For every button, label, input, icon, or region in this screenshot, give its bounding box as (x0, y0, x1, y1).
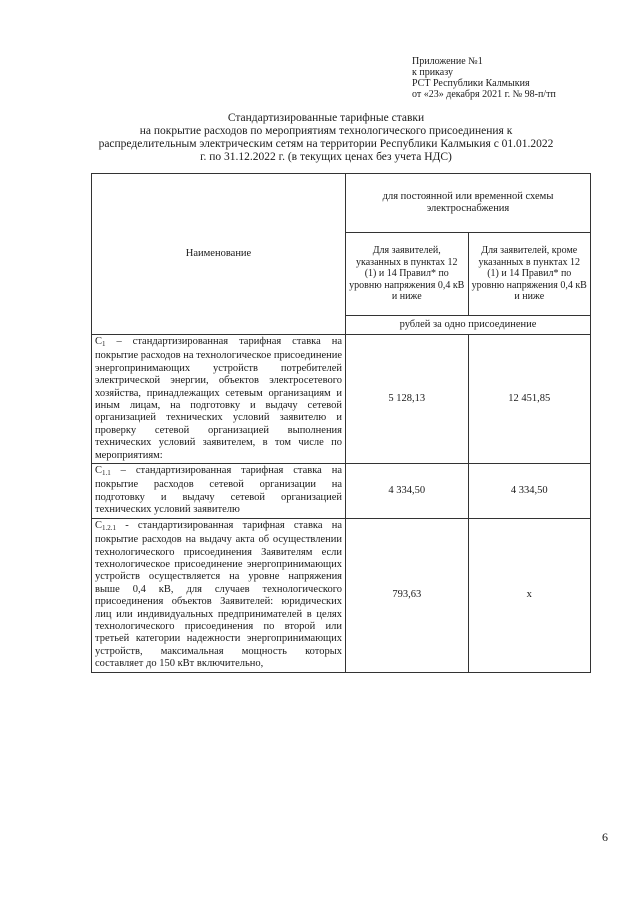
row-value2: х (468, 518, 591, 672)
row-description (92, 464, 346, 519)
title-line: Стандартизированные тарифные ставки (227, 112, 425, 124)
row-description (92, 335, 346, 464)
row-text: - стандартизированная тарифная ставка на покрытие расходов на выдачу акта об осуществлении технологического присоединения Заявителям если технологическое присоединение энергопринимающих устройств осуществляется на уровне напряжения выше 0,4 кВ, для случаев технологического присоединения объектов Заявителей: юридических лиц или индивидуальных предпринимателей в целях технологического присоединения по второй или третьей категории надежности энергопринимающих устройств, максимальная мощность которых составляет до 150 кВт включительно, (95, 519, 343, 670)
title-line: распределительным электрическим сетям на территории Республики Калмыкия с 01.01.2022 (98, 138, 554, 150)
document-title (60, 112, 592, 164)
title-line: на покрытие расходов по мероприятиям технологического присоединения к (139, 125, 513, 137)
rate-subscript: 1.1 (102, 469, 111, 478)
rate-symbol: С (95, 336, 103, 347)
page-number: 6 (602, 830, 608, 844)
appendix-line: к приказу (412, 67, 453, 78)
appendix-line: Приложение №1 (412, 56, 483, 67)
title-line: г. по 31.12.2022 г. (в текущих ценах без учета НДС) (200, 151, 452, 163)
appendix-line: от «23» декабря 2021 г. № 98-п/тп (412, 89, 556, 100)
table-row (92, 464, 591, 519)
header-col1: Для заявителей, указанных в пунктах 12 (1) и 14 Правил* по уровню напряжения 0,4 кВ и ниже (346, 233, 468, 316)
rate-symbol: С (95, 519, 103, 531)
row-value1: 4 334,50 (346, 464, 468, 519)
row-value1: 793,63 (346, 518, 468, 672)
rate-subscript: 1 (102, 340, 106, 348)
rate-symbol: С (95, 465, 103, 477)
tariff-table (91, 173, 591, 673)
row-text: – стандартизированная тарифная ставка на покрытие расходов на технологическое присоединение энергопринимающих устройств потребителей электрической энергии, объектов электросетевого хозяйства, принадлежащих сетевым организациям и иным лицам, на подготовку и выдачу сетевой организацией технических условий заявителю и проверку сетевой организацией выполнения технических условий заявителем, в том числе по мероприятиям: (95, 336, 343, 461)
appendix-line: РСТ Республики Калмыкия (412, 78, 530, 89)
table-row (92, 518, 591, 672)
header-name: Наименование (92, 174, 346, 335)
row-value2: 4 334,50 (468, 464, 591, 519)
header-col2: Для заявителей, кроме указанных в пунктах 12 (1) и 14 Правил* по уровню напряжения 0,4 кВ и ниже (468, 233, 591, 316)
row-description (92, 518, 346, 672)
header-unit: рублей за одно присоединение (346, 316, 591, 335)
header-group: для постоянной или временной схемы электроснабжения (346, 174, 591, 233)
table-header-row (92, 174, 591, 233)
row-text: – стандартизированная тарифная ставка на покрытие расходов сетевой организации на подготовку и выдачу сетевой организацией технических условий заявителю (95, 465, 343, 516)
row-value1: 5 128,13 (346, 335, 468, 464)
row-value2: 12 451,85 (468, 335, 591, 464)
table-row (92, 335, 591, 464)
rate-subscript: 1.2.1 (102, 523, 117, 532)
appendix-block (412, 56, 556, 100)
